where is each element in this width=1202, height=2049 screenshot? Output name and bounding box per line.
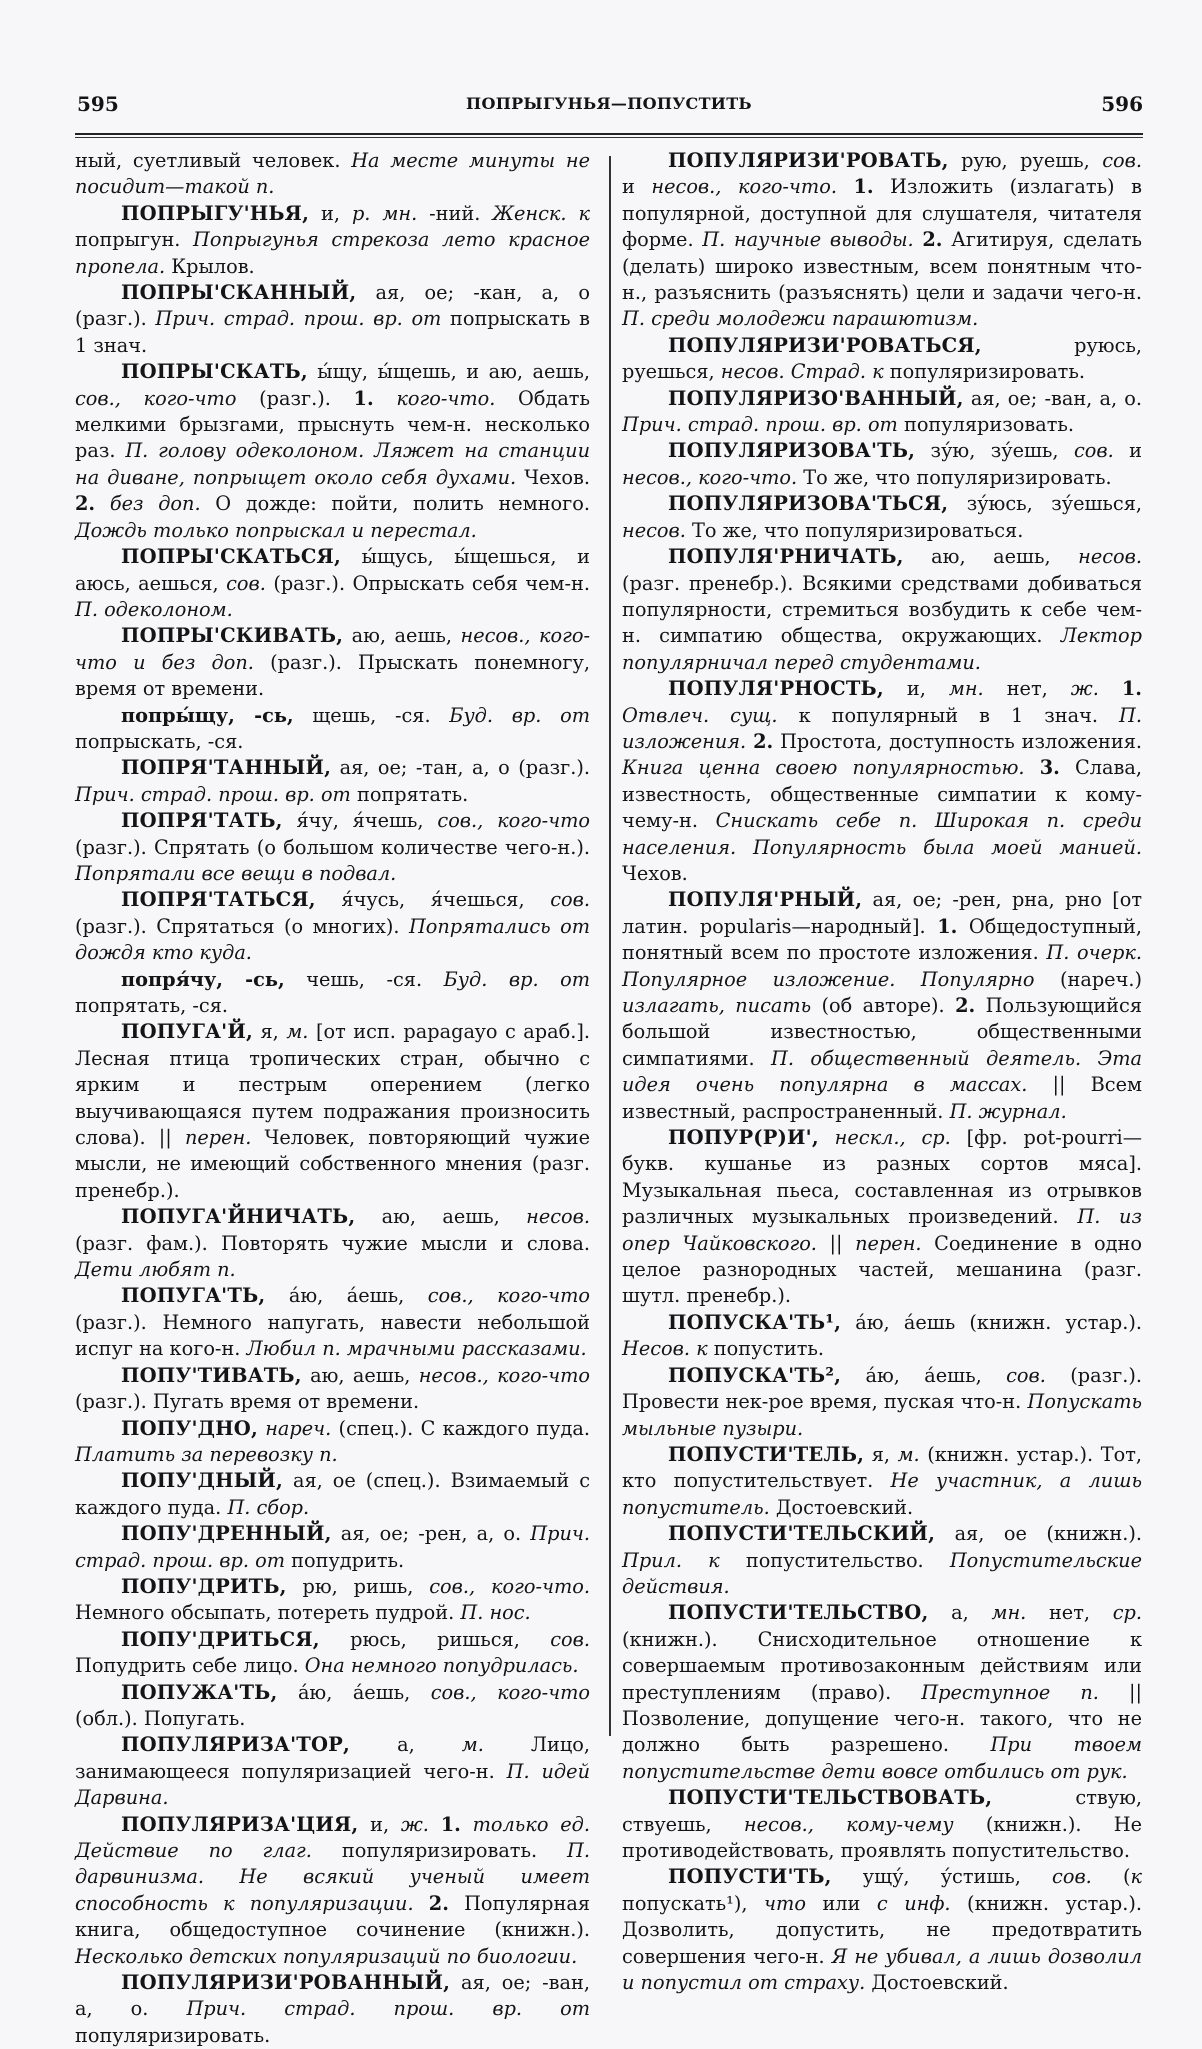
italic-text: с инф.	[876, 1891, 951, 1915]
definition-text: и,	[358, 1812, 401, 1836]
dictionary-entry	[75, 1970, 590, 2049]
dictionary-entry	[75, 1627, 590, 1680]
dictionary-entry	[75, 703, 590, 756]
italic-text: сов.	[1073, 439, 1114, 463]
dictionary-entry	[75, 755, 590, 808]
dictionary-entry	[75, 544, 590, 623]
sense-number: 2.	[428, 1891, 449, 1915]
definition-text	[95, 492, 110, 515]
italic-text: Лектор популярничал перед студентами.	[622, 624, 1142, 674]
italic-text: При твоем попустительстве дети вовсе отбились от рук.	[622, 1733, 1142, 1783]
italic-text: сов.	[550, 1627, 590, 1651]
italic-text: сов., кого-что.	[429, 1574, 590, 1598]
sense-number: 2.	[75, 492, 96, 516]
italic-text: м.	[286, 1020, 309, 1044]
definition-text: Простота, доступность изложения.	[773, 729, 1142, 753]
definition-text: а́ю, а́ешь,	[265, 1284, 428, 1308]
header-rule	[75, 133, 1143, 135]
definition-text: и	[1113, 439, 1142, 463]
definition-text: (разг.). Немного напугать, навести небольшой испуг на кого-н.	[75, 1310, 590, 1361]
definition-text: и	[622, 175, 652, 199]
definition-text: ая, ое; -ван, а, о.	[963, 386, 1142, 410]
dictionary-entry	[75, 1204, 590, 1283]
definition-text: а́ю, а́ешь,	[277, 1680, 431, 1704]
page-number-left: 595	[77, 92, 119, 116]
italic-text: П. голову одеколоном. Ляжет на станции на диване, попрыщет около себя духами.	[75, 439, 590, 489]
right-column	[622, 148, 1142, 1996]
italic-text: сов., кого-что	[427, 1284, 590, 1308]
definition-text: Агитируя, сделать (делать) широко известным, всем понятным что-н., разъяснить (разъяснять) цели и задачи чего-н.	[622, 228, 1142, 305]
italic-text: П. очерк. Популярное изложение. Популярно	[622, 941, 1142, 991]
definition-text: (	[1091, 1865, 1131, 1889]
definition-text: ая, ое (книжн.).	[935, 1522, 1142, 1546]
headword: ПОПУЛЯРИЗОВА'ТЬ,	[668, 439, 916, 463]
headword: ПОПУСКА'ТЬ²,	[668, 1363, 842, 1387]
definition-text: зу́юсь, зу́ешься,	[948, 492, 1142, 516]
italic-text: мн.	[948, 677, 984, 701]
definition-text: Немного обсыпать, потереть пудрой.	[75, 1601, 461, 1625]
definition-text: Пользующийся большой известностью, общественными симпатиями.	[622, 994, 1142, 1070]
headword: ПОПУСКА'ТЬ¹,	[668, 1310, 842, 1334]
italic-text: сов., кого-что	[430, 1680, 590, 1704]
italic-text: несов., кого-что.	[622, 465, 798, 489]
headword: ПОПУГА'Й,	[121, 1020, 253, 1044]
italic-text: Попускать мыльные пузыри.	[622, 1390, 1142, 1440]
headword: попря́чу, -сь,	[121, 967, 285, 991]
italic-text: несов., кому-чему	[743, 1812, 954, 1836]
definition-text: (разг.). Спрятать (о большом количестве чего-н.).	[75, 835, 590, 859]
italic-text: П. изложения.	[622, 703, 1142, 753]
definition-text: Крылов.	[165, 254, 255, 278]
definition-text	[1099, 677, 1122, 700]
definition-text	[819, 1126, 835, 1149]
definition-text: [фр. pot-pourri—букв. кушанье из разных сортов мяса]. Музыкальная пьеса, составленная из отрывков различных музыкальных произведений.	[622, 1126, 1142, 1229]
definition-text: ный, суетливый человек.	[75, 149, 352, 172]
definition-text: аю, аешь,	[301, 1363, 419, 1387]
italic-text: Отвлеч. сущ.	[622, 703, 778, 727]
dictionary-entry	[622, 333, 1142, 386]
headword: ПОПРЫ'СКИВАТЬ,	[121, 624, 344, 648]
definition-text: -ний.	[417, 201, 493, 225]
dictionary-entry	[622, 544, 1142, 676]
italic-text: На месте минуты не посидит—такой п.	[75, 149, 590, 199]
headword: ПОПУСТИ'ТЕЛЬСТВОВАТЬ,	[668, 1786, 993, 1810]
dictionary-entry	[75, 201, 590, 280]
italic-text: несов., кого-что	[418, 1363, 590, 1387]
headword: попры́щу, -сь,	[121, 703, 294, 727]
definition-text: рую, руешь,	[948, 149, 1103, 172]
italic-text: мн.	[991, 1601, 1027, 1625]
headword: ПОПРЫ'СКАННЫЙ,	[121, 281, 357, 305]
dictionary-entry	[75, 359, 590, 544]
italic-text: П. среди молодежи парашютизм.	[622, 307, 979, 331]
italic-text: несов. Страд. к	[720, 360, 884, 384]
dictionary-entry	[75, 808, 590, 887]
definition-text: щешь, -ся.	[293, 703, 450, 727]
italic-text: ж.	[1070, 677, 1099, 701]
definition-text: а,	[928, 1601, 992, 1625]
definition-text: попудрить.	[285, 1548, 405, 1572]
definition-text: (разг.).	[236, 386, 354, 410]
definition-text: Лицо, занимающееся популяризацией чего-н.	[75, 1733, 590, 1783]
sense-number: 2.	[922, 228, 943, 252]
italic-text: несов.	[526, 1205, 590, 1229]
dictionary-entry	[622, 1864, 1142, 1996]
italic-text: ж.	[400, 1812, 429, 1836]
italic-text: П. нос.	[460, 1601, 531, 1625]
definition-text: || Позволение, допущение чего-н. такого, что не должно быть разрешено.	[622, 1680, 1142, 1757]
dictionary-entry	[75, 1574, 590, 1627]
dictionary-entry	[75, 1732, 590, 1811]
definition-text: (книжн.). Не противодействовать, проявлять попустительство.	[622, 1812, 1142, 1862]
dictionary-entry	[75, 280, 590, 359]
definition-text: (разг.). Опрыскать себя чем-н.	[265, 571, 590, 595]
headword: ПОПУСТИ'ТЕЛЬСКИЙ,	[668, 1522, 936, 1546]
italic-text: Прич. страд. прош. вр. от	[186, 1997, 590, 2021]
definition-text: Достоевский.	[865, 1971, 1009, 1995]
sense-number: 1.	[1121, 677, 1142, 701]
headword: ПОПУСТИ'ТЕЛЬСТВО,	[668, 1601, 929, 1625]
definition-text: Популярная книга, общедоступное сочинение (книжн.).	[75, 1891, 590, 1942]
definition-text: аю, аешь,	[355, 1205, 527, 1229]
headword: ПОПУЛЯРИЗИ'РОВАННЫЙ,	[121, 1971, 451, 1995]
definition-text: популяризировать.	[883, 360, 1085, 384]
italic-text: П. дарвинизма. Не всякий ученый имеет способность к популяризации.	[75, 1839, 590, 1915]
definition-text: (книжн. устар.). Дозволить, допустить, не предотвратить совершения чего-н.	[622, 1891, 1142, 1968]
sense-number: 2.	[955, 994, 976, 1017]
italic-text: Книга ценна своею популярностью.	[622, 756, 1025, 780]
italic-text: несов., кого-что и без доп.	[75, 624, 590, 674]
definition-text: к популярный в 1 знач.	[777, 703, 1120, 727]
italic-text: Любил п. мрачными рассказами.	[246, 1337, 587, 1361]
definition-text: попрятать.	[350, 782, 469, 806]
italic-text: Преступное п.	[921, 1680, 1099, 1704]
definition-text: Чехов.	[516, 465, 590, 489]
headword: ПОПРЯ'ТАТЬСЯ,	[121, 888, 316, 912]
italic-text: кого-что.	[396, 386, 496, 410]
definition-text: (нареч.)	[1034, 967, 1142, 991]
italic-text: сов., кого-что	[437, 809, 590, 833]
definition-text: [от исп. papagayo с араб.]. Лесная птица тропических стран, обычно с ярким и пестрым оперением (легко выучивающаяся путем подражания произносить слова). ||	[75, 1020, 590, 1150]
dictionary-entry	[622, 676, 1142, 887]
headword: ПОПРЯ'ТАТЬ,	[121, 809, 283, 833]
italic-text: П. журнал.	[949, 1099, 1067, 1123]
dictionary-entry	[75, 1363, 590, 1416]
definition-text: или	[805, 1891, 877, 1915]
italic-text: Попрятались от дождя кто куда.	[75, 914, 590, 965]
italic-text: нареч.	[265, 1416, 332, 1440]
italic-text: сов., кого-что	[75, 386, 237, 410]
definition-text: Чехов.	[622, 861, 688, 885]
definition-text: (об авторе).	[811, 994, 956, 1017]
headword: ПОПУЖА'ТЬ,	[121, 1680, 278, 1704]
page-header	[75, 92, 1143, 132]
definition-text: (разг.). Пугать время от времени.	[75, 1390, 420, 1414]
dictionary-entry	[75, 623, 590, 702]
definition-text: я,	[252, 1020, 287, 1044]
definition-text	[414, 1892, 429, 1915]
headword: ПОПУ'ДРЕННЫЙ,	[121, 1522, 332, 1546]
definition-text: (разг. пренебр.). Всякими средствами добиваться популярности, стремиться возбудить к себе чем-н. симпатию общества, окружающих.	[622, 571, 1142, 648]
page-number-right: 596	[1101, 92, 1143, 116]
italic-text: П. научные выводы.	[702, 228, 914, 252]
headword: ПОПУЛЯ'РНОСТЬ,	[668, 677, 884, 701]
definition-text: Изложить (излагать) в популярной, доступной для слушателя, читателя форме.	[622, 175, 1142, 252]
dictionary-entry	[622, 491, 1142, 544]
column-divider	[609, 156, 611, 1736]
definition-text: Слава, известность, общественные симпатии к кому-чему-н.	[622, 756, 1142, 833]
definition-text: и,	[883, 677, 949, 701]
definition-text: (разг.). Прыскать понемногу, время от времени.	[75, 650, 590, 701]
italic-text: Попрятали все вещи в подвал.	[75, 861, 397, 885]
definition-text: (книжн.). Снисходительное отношение к совершаемым противозаконным действиям или преступлениям (право).	[622, 1627, 1142, 1704]
dictionary-entry	[622, 1442, 1142, 1521]
definition-text: Достоевский.	[769, 1495, 914, 1519]
italic-text: Дети любят п.	[75, 1258, 236, 1282]
definition-text: ая, ое; -рен, а, о.	[331, 1522, 531, 1546]
italic-text: м.	[897, 1442, 920, 1466]
definition-text: попрыскать, -ся.	[75, 729, 244, 753]
definition-text: То же, что популяризировать.	[797, 465, 1112, 489]
italic-text: П. общественный деятель. Эта идея очень популярна в массах.	[622, 1046, 1142, 1097]
definition-text: (разг.). Спрятаться (о многих).	[75, 914, 409, 938]
italic-text: несов.	[622, 518, 686, 542]
headword: ПОПУЛЯРИЗИ'РОВАТЬ,	[668, 149, 949, 172]
sense-number: 1.	[853, 175, 874, 199]
headword: ПОПУ'ДНЫЙ,	[121, 1469, 284, 1493]
headword: ПОПРЫ'СКАТЬ,	[121, 360, 308, 384]
dictionary-entry	[75, 1019, 590, 1204]
definition-text: ая, ое; -кан, а, о (разг.).	[75, 281, 590, 331]
italic-text: П. одеколоном.	[75, 597, 233, 621]
definition-text: попрыгун.	[75, 228, 194, 252]
definition-text: ая, ое; -тан, а, о (разг.).	[331, 756, 590, 780]
italic-text: несов., кого-что.	[651, 175, 837, 199]
definition-text: || Всем известный, распространенный.	[622, 1073, 1142, 1123]
dictionary-entry	[622, 386, 1142, 439]
italic-text: сов.	[1102, 149, 1142, 172]
definition-text	[374, 387, 397, 410]
italic-text: П. идей Дарвина.	[75, 1759, 590, 1810]
italic-text: Буд. вр. от	[443, 967, 591, 991]
definition-text: (обл.). Попугать.	[75, 1706, 246, 1730]
headword: ПОПУ'ДРИТЬСЯ,	[121, 1627, 320, 1651]
definition-text: аю, аешь,	[903, 545, 1079, 569]
definition-text: зу́ю, зу́ешь,	[915, 439, 1074, 463]
italic-text: Прич. страд. прош. вр. от	[75, 1522, 590, 1572]
definition-text	[461, 1813, 473, 1836]
headword: ПОПРЫГУ'НЬЯ,	[121, 201, 310, 225]
dictionary-entry	[75, 1680, 590, 1733]
headword: ПОПУСТИ'ТЬ,	[668, 1865, 832, 1889]
sense-number: 3.	[1039, 756, 1060, 780]
definition-text: а́ю, а́ешь (книжн. устар.).	[841, 1310, 1142, 1334]
headword: ПОПРЯ'ТАННЫЙ,	[121, 756, 332, 780]
italic-text: Она немного попудрилась.	[304, 1654, 579, 1678]
dictionary-entry	[75, 1416, 590, 1469]
italic-text: Прич. страд. прош. вр. от	[155, 307, 442, 331]
definition-text: рюсь, ришься,	[319, 1627, 551, 1651]
headword: ПОПУГА'ТЬ,	[121, 1284, 266, 1308]
italic-text: Я не убивал, а лишь дозволил и попустил от страху.	[622, 1944, 1142, 1995]
italic-text: к	[1130, 1865, 1142, 1889]
definition-text: (разг. фам.). Повторять чужие мысли и слова.	[75, 1231, 590, 1255]
italic-text: м.	[461, 1733, 484, 1757]
italic-text: перен.	[184, 1126, 252, 1150]
header-rule-thin	[75, 137, 1143, 138]
definition-text: нет,	[983, 677, 1071, 701]
left-column	[75, 148, 590, 2049]
definition-text: рю, ришь,	[286, 1574, 430, 1598]
dictionary-entry	[75, 1812, 590, 1970]
italic-text: П. сбор.	[227, 1495, 310, 1519]
sense-number: 1.	[353, 386, 374, 410]
headword: ПОПУ'ТИВАТЬ,	[121, 1363, 302, 1387]
dictionary-entry	[75, 1468, 590, 1521]
dictionary-entry	[622, 1521, 1142, 1600]
definition-text: я,	[864, 1442, 898, 1466]
italic-text: что	[764, 1891, 806, 1915]
definition-text: популяризировать.	[75, 2023, 271, 2047]
definition-text: аю, аешь,	[343, 624, 461, 648]
italic-text: Прич. страд. прош. вр. от	[622, 413, 898, 437]
dictionary-entry	[75, 148, 590, 201]
running-title: ПОПРЫГУНЬЯ—ПОПУСТИТЬ	[466, 94, 752, 113]
definition-text: я́чу, я́чешь,	[282, 809, 438, 833]
definition-text: (спец.). С каждого пуда.	[331, 1416, 590, 1440]
italic-text: сов.	[1052, 1865, 1092, 1889]
italic-text: Снискать себе п. Широкая п. среди населения. Популярность была моей манией.	[622, 809, 1142, 859]
definition-text: чешь, -ся.	[284, 967, 444, 991]
definition-text: попускать¹),	[622, 1891, 765, 1915]
headword: ПОПУЛЯРИЗО'ВАННЫЙ,	[668, 386, 964, 410]
definition-text: (разг.). Провести нек-рое время, пуская что-н.	[622, 1363, 1142, 1414]
definition-text: попустительство.	[719, 1548, 950, 1572]
sense-number: 2.	[753, 729, 774, 753]
italic-text: Не участник, а лишь попуститель.	[622, 1469, 1142, 1519]
italic-text: Попрыгунья стрекоза лето красное пропела.	[75, 228, 590, 278]
italic-text: перен.	[855, 1231, 922, 1255]
headword: ПОПУГА'ЙНИЧАТЬ,	[121, 1205, 356, 1229]
definition-text: ая, ое (спец.). Взимаемый с каждого пуда.	[75, 1469, 590, 1519]
definition-text: Попудрить себе лицо.	[75, 1654, 305, 1678]
headword: ПОПУСТИ'ТЕЛЬ,	[668, 1442, 865, 1466]
dictionary-entry	[75, 1283, 590, 1362]
dictionary-entry	[622, 1310, 1142, 1363]
italic-text: сов.	[226, 571, 266, 595]
definition-text: ая, ое; -ван, а, о.	[75, 1971, 590, 2021]
italic-text: Женск. к	[492, 201, 591, 225]
dictionary-entry	[622, 1363, 1142, 1442]
italic-text: несов.	[1078, 545, 1142, 569]
italic-text: ср.	[1112, 1601, 1142, 1625]
italic-text: сов.	[1006, 1363, 1046, 1387]
italic-text: Буд. вр. от	[449, 703, 590, 727]
headword: ПОПРЫ'СКАТЬСЯ,	[121, 545, 341, 569]
dictionary-entry	[622, 1785, 1142, 1864]
headword: ПОПУЛЯРИЗИ'РОВАТЬСЯ,	[668, 333, 982, 357]
definition-text: (книжн. устар.). Тот, кто попустительствует.	[622, 1442, 1142, 1493]
definition-text: Соединение в одно целое разнородных частей, мешанина (разг. шутл. пренебр.).	[622, 1231, 1142, 1308]
definition-text: О дожде: пойти, полить немного.	[200, 492, 590, 516]
headword: ПОПУЛЯРИЗА'ТОР,	[121, 1733, 351, 1757]
definition-text: ы́щусь, ы́щешься, и аюсь, аешься,	[75, 545, 590, 595]
definition-text: Обдать мелкими брызгами, прыснуть чем-н. несколько раз.	[75, 386, 590, 463]
italic-text: Платить за перевозку п.	[75, 1442, 338, 1466]
definition-text: Общедоступный, понятный всем по простоте изложения.	[622, 914, 1142, 965]
headword: ПОПУЛЯ'РНИЧАТЬ,	[668, 545, 904, 569]
italic-text: р. мн.	[351, 201, 418, 225]
italic-text: Попустительские действия.	[622, 1548, 1142, 1598]
headword: ПОПУ'ДНО,	[121, 1416, 258, 1440]
definition-text	[429, 1813, 441, 1836]
definition-text: я́чусь, я́чешься,	[315, 888, 551, 912]
definition-text: Человек, повторяющий чужие мысли, не имеющий собственного мнения (разг. пренебр.).	[75, 1126, 590, 1202]
headword: ПОПУ'ДРИТЬ,	[121, 1574, 287, 1598]
definition-text: То же, что популяризироваться.	[685, 518, 1024, 542]
italic-text: нескл., ср.	[834, 1126, 951, 1150]
italic-text: Прил. к	[622, 1548, 720, 1572]
italic-text: Несколько детских популяризаций по биологии.	[75, 1944, 578, 1968]
dictionary-entry	[622, 1600, 1142, 1785]
definition-text: ствую, ствуешь,	[622, 1786, 1142, 1836]
dictionary-entry	[75, 967, 590, 1020]
headword: ПОПУР(Р)И',	[668, 1126, 819, 1150]
headword: ПОПУЛЯ'РНЫЙ,	[668, 888, 863, 912]
sense-number: 1.	[440, 1812, 461, 1836]
italic-text: Несов. к	[622, 1337, 708, 1361]
definition-text: ы́щу, ы́щешь, и аю, аешь,	[307, 360, 590, 384]
definition-text: а,	[350, 1733, 462, 1757]
dictionary-entry	[75, 887, 590, 966]
italic-text: Прич. страд. прош. вр. от	[75, 782, 351, 806]
definition-text: попустить.	[707, 1337, 825, 1361]
definition-text: нет,	[1026, 1601, 1113, 1625]
definition-text: руюсь, руешься,	[622, 333, 1142, 384]
definition-text: попрятать, -ся.	[75, 994, 229, 1017]
sense-number: 1.	[937, 914, 958, 938]
definition-text	[837, 175, 854, 198]
definition-text: ая, ое; -рен, рна, рно [от латин. popularis—народный].	[622, 888, 1142, 938]
definition-text: ущу́, у́стишь,	[831, 1865, 1053, 1889]
definition-text	[1025, 756, 1040, 779]
headword: ПОПУЛЯРИЗОВА'ТЬСЯ,	[668, 492, 949, 516]
definition-text: и,	[309, 201, 352, 225]
dictionary-entry	[75, 1521, 590, 1574]
definition-text: ||	[816, 1231, 856, 1255]
italic-text: сов.	[550, 888, 590, 912]
italic-text: излагать, писать	[622, 994, 812, 1017]
italic-text: только ед. Действие по глаг.	[75, 1812, 590, 1862]
definition-text: попрыскать в 1 знач.	[75, 307, 591, 357]
italic-text: без доп.	[109, 492, 201, 516]
italic-text: П. из опер Чайковского.	[622, 1205, 1142, 1255]
dictionary-entry	[622, 148, 1142, 333]
dictionary-entry	[622, 887, 1142, 1125]
definition-text: популяризовать.	[897, 413, 1075, 437]
definition-text: популяризировать.	[311, 1839, 568, 1862]
headword: ПОПУЛЯРИЗА'ЦИЯ,	[121, 1812, 359, 1836]
definition-text: а́ю, а́ешь,	[841, 1363, 1007, 1387]
italic-text: Дождь только попрыскал и перестал.	[75, 518, 477, 542]
dictionary-entry	[622, 438, 1142, 491]
dictionary-entry	[622, 1125, 1142, 1310]
